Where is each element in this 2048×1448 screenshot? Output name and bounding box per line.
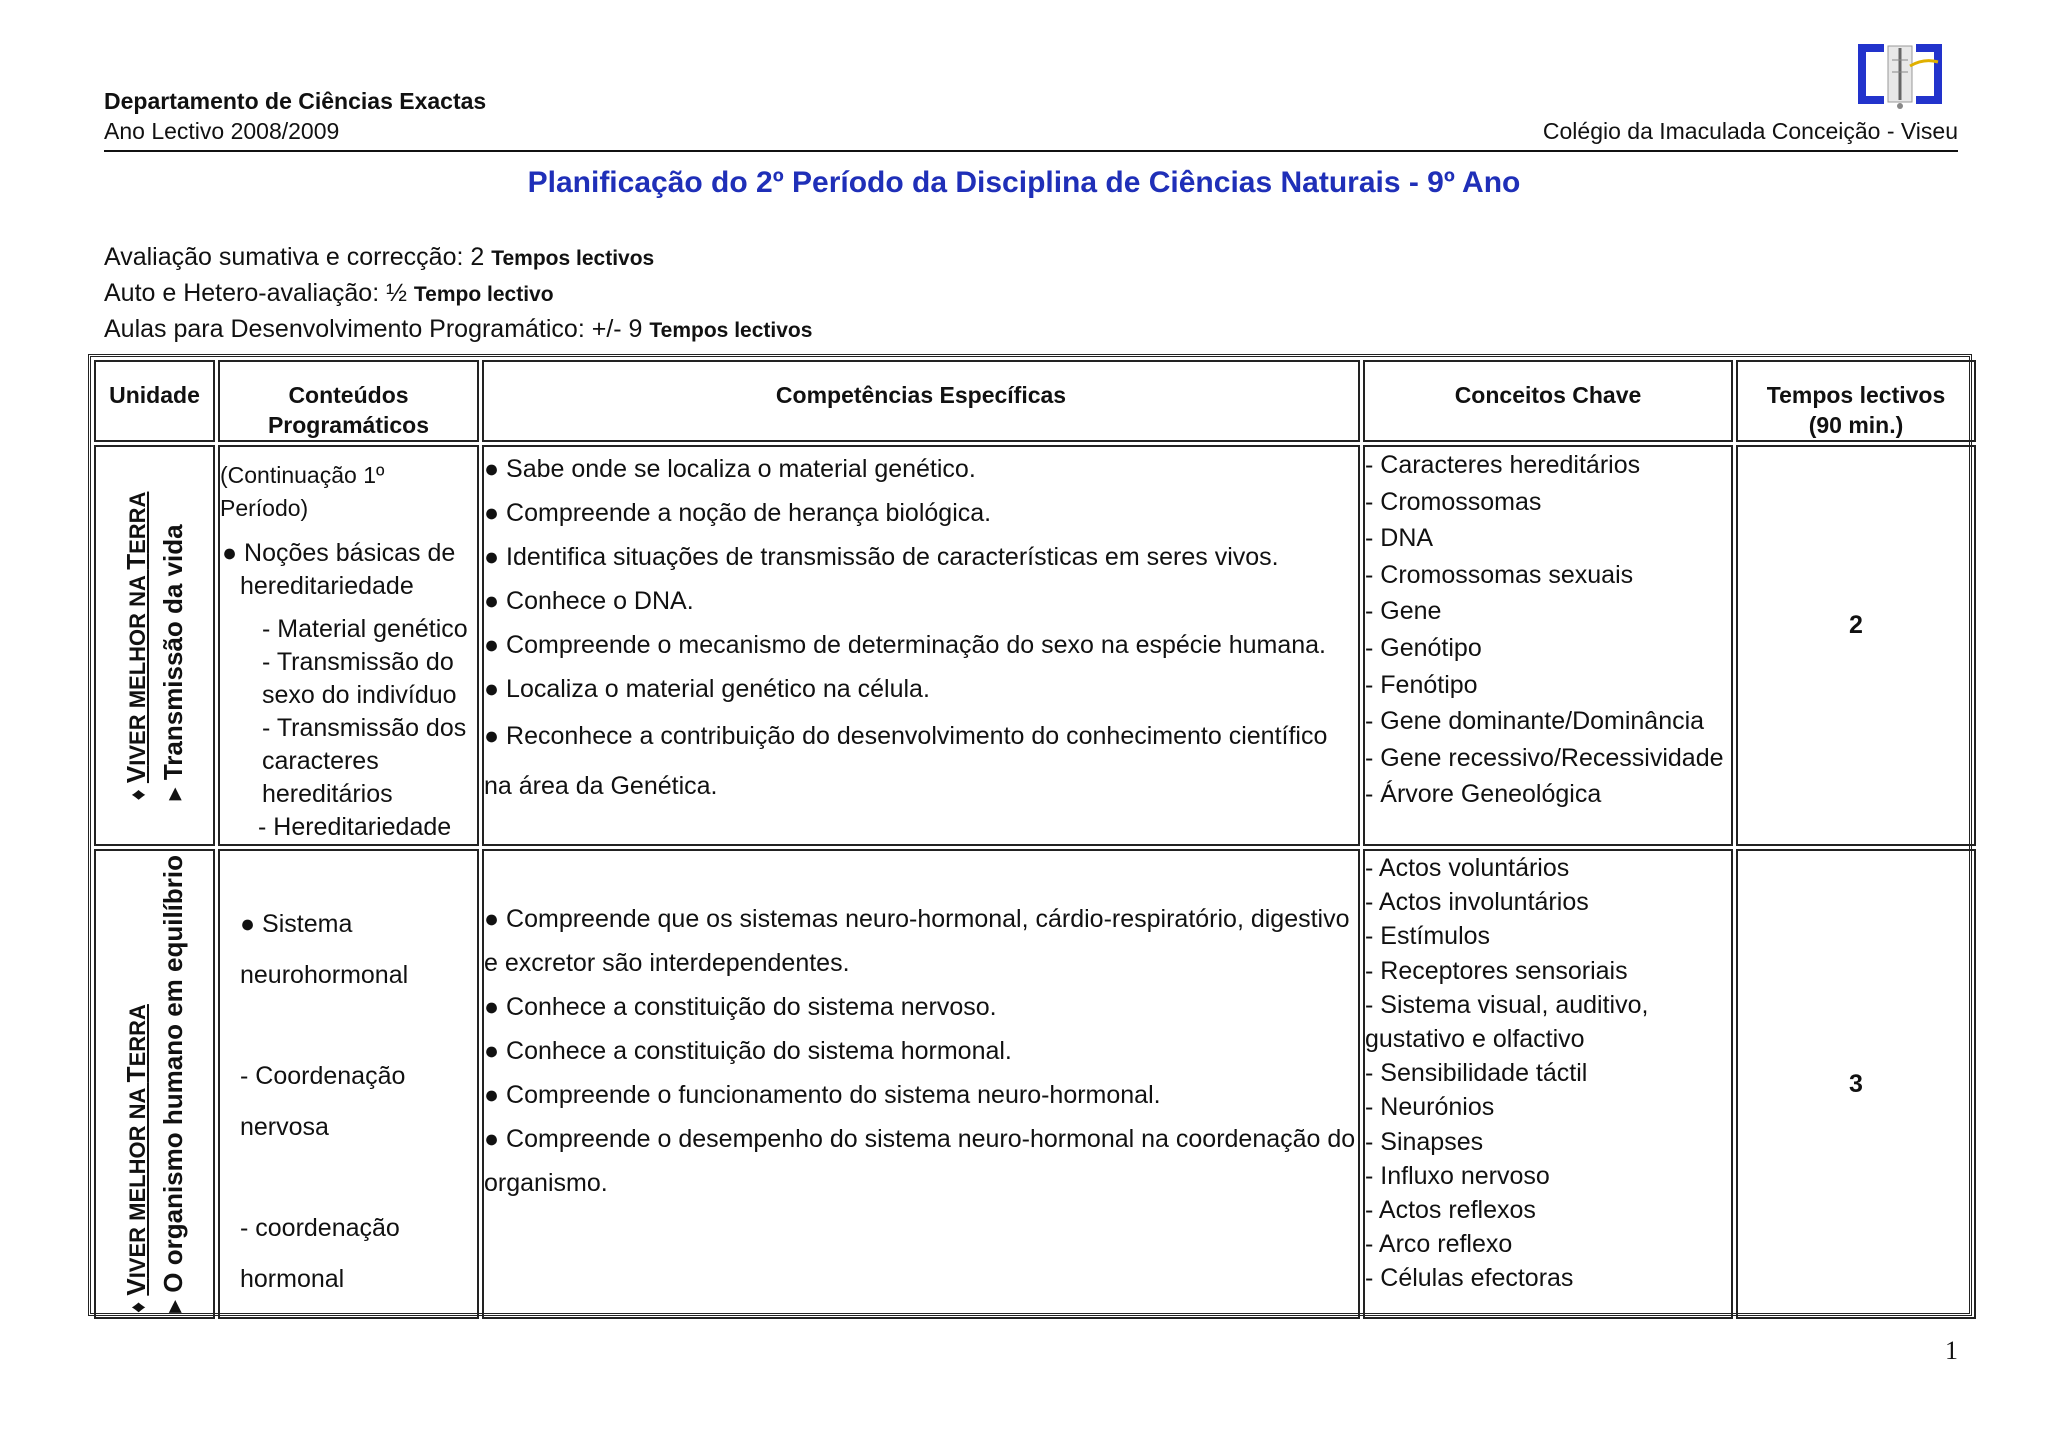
conceito-item: - Actos voluntários — [1365, 854, 1570, 882]
competencia-item: ● Localiza o material genético na célula. — [484, 675, 930, 703]
page-title: Planificação do 2º Período da Disciplina de Ciências Naturais - 9º Ano — [527, 166, 1521, 199]
header-tempos — [1736, 360, 1976, 442]
header-conteudos-line-1: Conteúdos — [288, 382, 409, 408]
conceito-item: - Estímulos — [1365, 922, 1491, 951]
conceito-item: - Gene dominante/Dominância — [1365, 707, 1705, 736]
planning-table-frame — [88, 354, 1972, 1316]
conteudos-cell — [218, 849, 479, 1319]
unit-vertical-label — [119, 855, 191, 1313]
conceitos-cell — [1363, 445, 1733, 846]
unit-title — [119, 491, 155, 800]
competencias-cell — [482, 849, 1360, 1319]
unit-cell — [94, 849, 215, 1319]
competencias-cell — [482, 445, 1360, 846]
document-header-left — [104, 86, 486, 146]
unit-title-erra: ERRA — [124, 1004, 150, 1067]
school-year: Ano Lectivo 2008/2009 — [104, 118, 340, 144]
conteudos-cell — [218, 445, 479, 846]
header-tempos-line-1: Tempos lectivos — [1766, 382, 1946, 408]
competencia-item: ● Compreende o funcionamento do sistema neuro-hormonal. — [484, 1081, 1161, 1109]
conteudo-line: caracteres — [262, 747, 379, 775]
conteudo-line: hormonal — [240, 1265, 345, 1293]
unit-title-erra: ERRA — [124, 491, 150, 554]
conceito-item: - Arco reflexo — [1365, 1230, 1513, 1259]
table-row — [94, 445, 1976, 846]
school-name: Colégio da Imaculada Conceição - Viseu — [1542, 118, 1958, 144]
conteudo-line: neurohormonal — [240, 961, 409, 989]
conteudo-line: - Coordenação — [240, 1062, 406, 1090]
tempos-value: 3 — [1736, 849, 1976, 1319]
subunit-title: ▸ O organismo humano em equilíbrio — [157, 855, 188, 1313]
school-logo-icon — [1846, 36, 1954, 112]
conteudo-line: (Continuação 1º Período) — [220, 462, 385, 521]
conteudo-line: ● Sistema — [240, 910, 353, 938]
unit-title-iver: IVER MELHOR NA — [124, 1082, 150, 1279]
unit-title — [119, 1004, 155, 1313]
conceito-item: - Cromossomas — [1365, 487, 1542, 516]
competencia-item: ● Identifica situações de transmissão de características em seres vivos. — [484, 543, 1279, 571]
competencia-item: ● Compreende o desempenho do sistema neuro-hormonal na coordenação do organismo. — [484, 1125, 1356, 1197]
conceito-item: - Actos reflexos — [1365, 1196, 1536, 1225]
unit-cell — [94, 445, 215, 846]
competencia-item: ● Conhece a constituição do sistema nervoso. — [484, 993, 997, 1021]
conceito-item: - Receptores sensoriais — [1365, 956, 1628, 985]
header-conteudos — [218, 360, 479, 442]
table-header-row — [94, 360, 1976, 442]
header-unidade: Unidade — [94, 360, 215, 442]
conceito-item: - Cromossomas sexuais — [1365, 560, 1634, 589]
subunit-title: ▸ Transmissão da vida — [157, 523, 188, 800]
department-name: Departamento de Ciências Exactas — [104, 88, 487, 114]
summary-line-1 — [104, 240, 812, 276]
summary-line-3 — [104, 312, 812, 348]
conceito-item: - Genótipo — [1365, 633, 1482, 662]
competencia-item: ● Compreende a noção de herança biológica. — [484, 499, 992, 527]
conceito-item: - Sensibilidade táctil — [1365, 1059, 1588, 1088]
summary-line-3-text: Aulas para Desenvolvimento Programático: +/- 9 — [104, 315, 650, 343]
conceito-item: - Células efectoras — [1365, 1264, 1574, 1293]
header-competencias: Competências Específicas — [482, 360, 1360, 442]
conceito-item: - Fenótipo — [1365, 670, 1478, 699]
summary-line-3-unit: Tempos lectivos — [649, 319, 813, 342]
conceito-item: - Influxo nervoso — [1365, 1161, 1550, 1190]
competencia-item: ● Conhece a constituição do sistema hormonal. — [484, 1037, 1012, 1065]
unit-title-v: V — [120, 1278, 151, 1296]
summary-line-2-unit: Tempo lectivo — [413, 283, 554, 306]
header-conteudos-line-2: Programáticos — [267, 412, 430, 438]
page-number: 1 — [1945, 1336, 1958, 1365]
conceito-item: - Actos involuntários — [1365, 888, 1589, 917]
competencia-item: ● Conhece o DNA. — [484, 587, 694, 615]
conceito-item: - DNA — [1365, 524, 1434, 553]
header-tempos-line-2: (90 min.) — [1808, 412, 1904, 438]
conceito-item: - Gene recessivo/Recessividade — [1365, 743, 1724, 772]
summary-line-1-text: Avaliação sumativa e correcção: 2 — [104, 243, 492, 271]
unit-vertical-label — [119, 491, 191, 800]
conteudo-line: - coordenação — [240, 1214, 400, 1242]
unit-bullet: ♦ — [124, 782, 150, 800]
conteudo-line: hereditários — [262, 780, 393, 808]
unit-title-t: T — [120, 553, 151, 570]
header-rule — [104, 150, 1958, 152]
competencia-item: ● Sabe onde se localiza o material genético. — [484, 455, 976, 483]
conteudo-line: hereditariedade — [240, 572, 414, 600]
competencia-item: ● Compreende que os sistemas neuro-hormonal, cárdio-respiratório, digestivo e excretor são interdependentes. — [484, 905, 1350, 977]
conteudo-line: - Transmissão do — [262, 648, 454, 676]
conceito-item: - Sistema visual, auditivo, — [1365, 990, 1649, 1019]
unit-title-v: V — [120, 765, 151, 783]
conceitos-cell — [1363, 849, 1733, 1319]
conceito-item: - Neurónios — [1365, 1093, 1495, 1122]
conceito-item: - Caracteres hereditários — [1365, 451, 1641, 479]
competencia-item: ● Reconhece a contribuição do desenvolvimento do conhecimento científico na área da Genética. — [484, 722, 1328, 800]
conteudo-line: - Material genético — [262, 615, 468, 643]
competencia-item: ● Compreende o mecanismo de determinação do sexo na espécie humana. — [484, 631, 1326, 659]
unit-title-iver: IVER MELHOR NA — [124, 569, 150, 766]
unit-title-t: T — [120, 1066, 151, 1083]
tempos-value: 2 — [1736, 445, 1976, 846]
conteudo-line: sexo do indivíduo — [262, 681, 457, 709]
conceito-item: - Sinapses — [1365, 1127, 1484, 1156]
conteudo-line: nervosa — [240, 1113, 329, 1141]
unit-title-text — [120, 1004, 151, 1296]
conteudo-line: - Transmissão dos — [262, 714, 467, 742]
conceito-item: - Árvore Geneológica — [1365, 780, 1602, 809]
summary-line-1-unit: Tempos lectivos — [491, 247, 655, 270]
unit-bullet: ♦ — [124, 1295, 150, 1313]
conteudo-line: ● Noções básicas de — [222, 539, 456, 567]
planning-table — [91, 357, 1979, 1322]
summary-line-2-text: Auto e Hetero-avaliação: ½ — [104, 279, 414, 307]
conteudo-line: - Hereditariedade — [258, 813, 452, 841]
summary-line-2 — [104, 276, 812, 312]
header-conceitos: Conceitos Chave — [1363, 360, 1733, 442]
table-row — [94, 849, 1976, 1319]
conceito-item: - Gene — [1365, 597, 1442, 626]
conceito-item: gustativo e olfactivo — [1365, 1025, 1585, 1054]
time-summary — [104, 240, 812, 348]
unit-title-text — [120, 491, 151, 783]
